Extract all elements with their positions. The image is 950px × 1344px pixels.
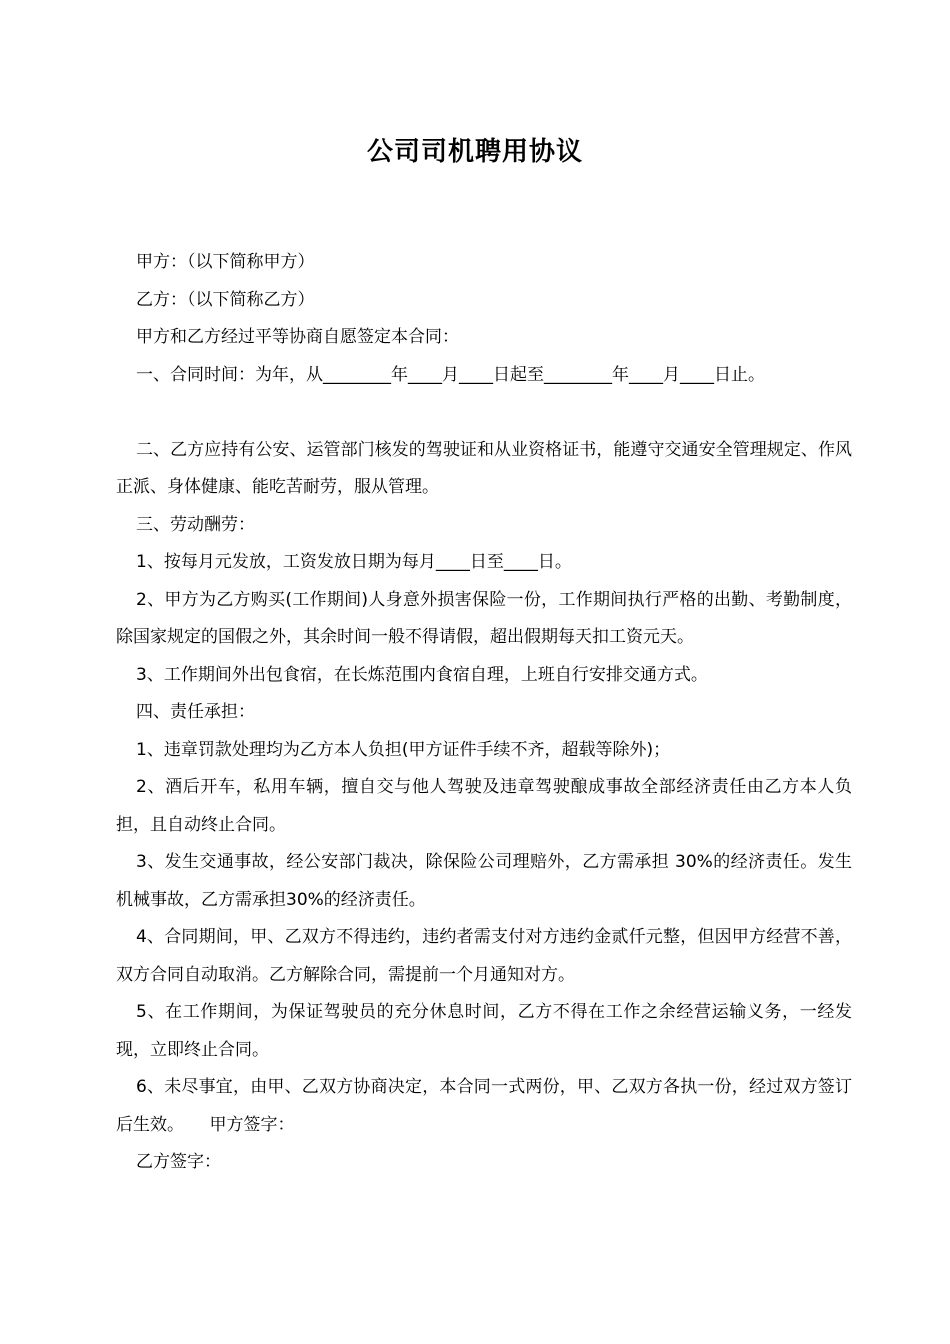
document-body [116, 244, 852, 1182]
agreement-intro: 甲方和乙方经过平等协商自愿签定本合同： [136, 327, 459, 347]
liability-item-2: 2、酒后开车，私用车辆，擅自交与他人驾驶及违章驾驶酿成事故全部经济责任由乙方本人负担，且自动终止合同。 [116, 777, 852, 835]
section-heading-liability: 四、责任承担： [136, 702, 255, 722]
liability-item-6: 6、未尽事宜，由甲、乙双方协商决定，本合同一式两份，甲、乙双方各执一份，经过双方签订后生效。 甲方签字： [116, 1077, 852, 1135]
clause-driver-qualification: 二、乙方应持有公安、运管部门核发的驾驶证和从业资格证书，能遵守交通安全管理规定、作风正派、身体健康、能吃苦耐劳，服从管理。 [116, 439, 852, 497]
clause-contract-period: 一、合同时间：为年，从________年____月____日起至________年____月____日止。 [136, 364, 765, 385]
remuneration-item-2: 2、甲方为乙方购买(工作期间)人身意外损害保险一份，工作期间执行严格的出勤、考勤制度，除国家规定的国假之外，其余时间一般不得请假，超出假期每天扣工资元天。 [116, 589, 852, 647]
liability-item-1: 1、违章罚款处理均为乙方本人负担(甲方证件手续不齐，超载等除外)； [136, 739, 671, 760]
section-heading-remuneration: 三、劳动酬劳： [136, 514, 255, 535]
party-b-line: 乙方：（以下简称乙方） [136, 289, 315, 310]
party-a-line: 甲方：（以下简称甲方） [136, 252, 315, 272]
remuneration-item-1: 1、按每月元发放，工资发放日期为每月____日至____日。 [136, 552, 572, 572]
liability-item-4: 4、合同期间，甲、乙双方不得违约，违约者需支付对方违约金贰仟元整，但因甲方经营不善，双方合同自动取消。乙方解除合同，需提前一个月通知对方。 [116, 927, 852, 985]
liability-item-3: 3、发生交通事故，经公安部门裁决，除保险公司理赔外，乙方需承担 30%的经济责任。发生机械事故，乙方需承担30%的经济责任。 [116, 852, 852, 910]
remuneration-item-3: 3、工作期间外出包食宿，在长炼范围内食宿自理，上班自行安排交通方式。 [136, 664, 708, 685]
party-b-signature: 乙方签字： [136, 1152, 221, 1172]
document-title: 公司司机聘用协议 [366, 137, 583, 167]
liability-item-5: 5、在工作期间，为保证驾驶员的充分休息时间，乙方不得在工作之余经营运输义务，一经发现，立即终止合同。 [116, 1002, 852, 1060]
